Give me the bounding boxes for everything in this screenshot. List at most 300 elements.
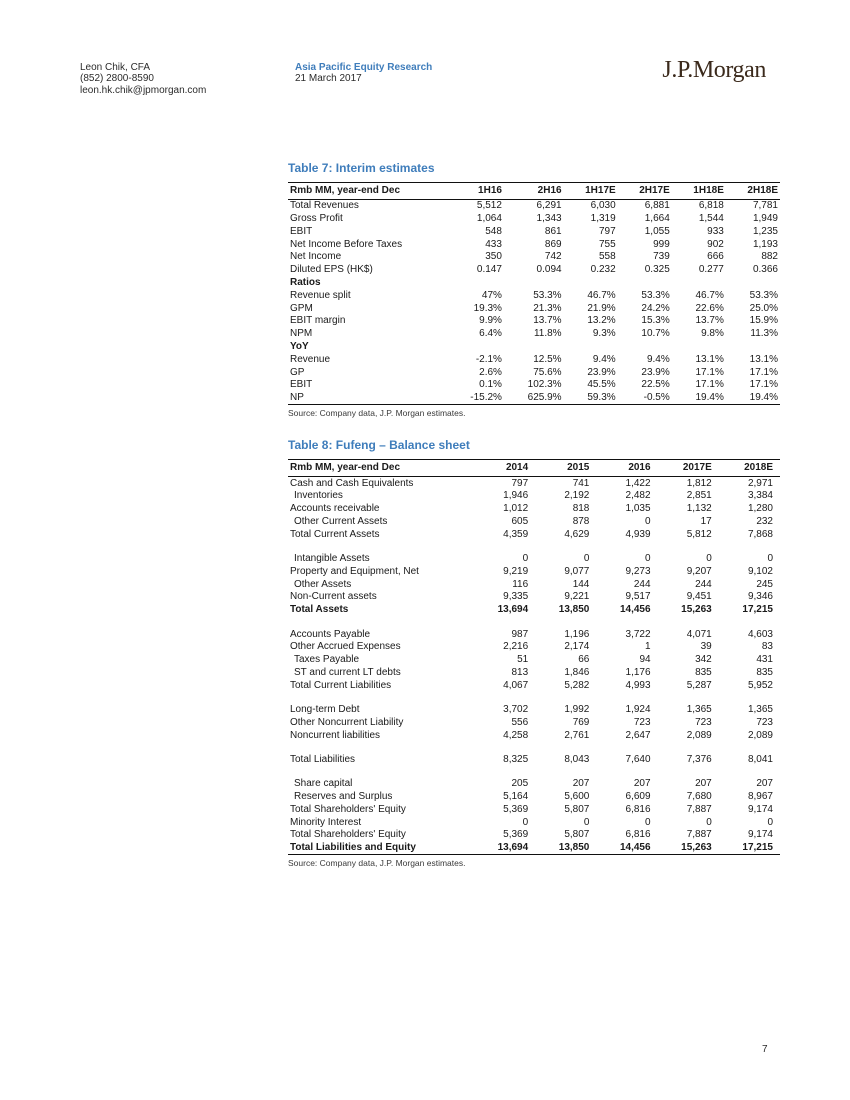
cell-value: 1,132 [686, 503, 712, 515]
cell-value: 6.4% [479, 328, 502, 340]
cell-value: 59.3% [587, 392, 616, 404]
cell-value: 4,939 [625, 528, 651, 540]
spacer-cell [288, 541, 780, 553]
cell-value: 797 [511, 477, 529, 489]
cell-value: 1,064 [476, 213, 502, 225]
row-label: Noncurrent liabilities [290, 729, 381, 741]
cell-value: 2,761 [564, 729, 590, 741]
cell-value: 6,816 [625, 829, 651, 841]
cell-value: 1,946 [503, 490, 529, 502]
cell-value: 605 [511, 515, 529, 527]
cell-value: 9.3% [592, 328, 616, 340]
cell-value: 0 [645, 816, 651, 828]
cell-value: 2,647 [625, 729, 651, 741]
column-header: Rmb MM, year-end Dec [288, 460, 474, 477]
row-label: GPM [290, 302, 313, 314]
cell-value: 14,456 [619, 604, 651, 616]
cell-value: 9,517 [625, 591, 651, 603]
cell-value [448, 340, 504, 353]
cell-value: 24.2% [641, 302, 670, 314]
spacer-cell [288, 692, 780, 704]
cell-value: 47% [481, 289, 502, 301]
cell-value: 1,365 [747, 704, 773, 715]
row-label: Other Accrued Expenses [290, 641, 401, 653]
cell-value: 882 [761, 251, 778, 263]
cell-value: 0 [645, 515, 651, 527]
cell-value: 25.0% [749, 302, 778, 314]
row-label: NP [290, 392, 304, 404]
cell-value: 878 [572, 515, 590, 527]
cell-value: 13,850 [558, 842, 590, 854]
cell-value: 0 [706, 816, 712, 828]
table-row [288, 502, 780, 515]
row-label: ST and current LT debts [294, 666, 401, 678]
cell-value: 2.6% [479, 366, 502, 378]
column-header: 2018E [719, 460, 780, 477]
table-row [288, 289, 780, 302]
table-row [288, 225, 780, 238]
balance-sheet-section [288, 438, 780, 868]
cell-value [504, 276, 564, 289]
cell-value: 5,287 [686, 679, 712, 691]
table-row [288, 379, 780, 392]
cell-value: 39 [700, 641, 712, 653]
cell-value: 433 [485, 238, 502, 250]
page-header [80, 57, 770, 111]
cell-value: 17.1% [749, 366, 778, 378]
cell-value: 741 [572, 477, 590, 489]
cell-value: 11.3% [750, 328, 778, 340]
table-row [288, 790, 780, 803]
analyst-phone: (852) 2800-8590 [80, 73, 154, 85]
cell-value: 548 [485, 225, 502, 237]
cell-value: 12.5% [533, 353, 562, 365]
header-row [288, 183, 780, 200]
division-block [295, 62, 432, 85]
cell-value: 94 [639, 654, 651, 666]
table-row [288, 716, 780, 729]
cell-value: 14,456 [619, 842, 651, 854]
cell-value: 869 [544, 238, 562, 250]
cell-value: 8,041 [747, 753, 773, 765]
row-label: Inventories [294, 490, 343, 502]
table-row [288, 212, 780, 225]
cell-value: 1,365 [686, 704, 712, 715]
cell-value: 11.8% [533, 328, 562, 340]
row-label: Total Shareholders' Equity [290, 803, 406, 815]
table-row [288, 803, 780, 816]
cell-value: 9.4% [592, 353, 616, 365]
cell-value: 835 [756, 666, 773, 678]
cell-value: 9,273 [625, 565, 651, 577]
column-header: 1H16 [448, 183, 504, 200]
cell-value: 3,702 [503, 704, 529, 715]
cell-value: 987 [511, 628, 529, 640]
row-label: GP [290, 366, 305, 378]
row-label: YoY [290, 341, 309, 353]
row-label: Reserves and Surplus [294, 790, 393, 802]
row-label: Total Current Assets [290, 528, 380, 540]
cell-value [672, 340, 726, 353]
table-row [288, 578, 780, 591]
cell-value: 861 [544, 225, 562, 237]
table-row [288, 238, 780, 251]
cell-value: 9,077 [564, 565, 590, 577]
cell-value [672, 276, 726, 289]
cell-value: 45.5% [587, 379, 616, 391]
spacer-row [288, 541, 780, 553]
column-header: 2017E [658, 460, 719, 477]
row-label: Other Noncurrent Liability [290, 716, 404, 728]
cell-value: 4,603 [747, 628, 773, 640]
table8-title: Table 8: Fufeng – Balance sheet [288, 438, 470, 453]
division-title: Asia Pacific Equity Research [295, 62, 433, 73]
row-label: EBIT [290, 225, 313, 237]
row-label: Accounts receivable [290, 503, 380, 515]
cell-value: 0 [706, 553, 712, 565]
cell-value: 13.7% [695, 315, 724, 327]
cell-value: 0.232 [590, 264, 616, 276]
cell-value: 13,850 [558, 604, 590, 616]
cell-value [618, 276, 672, 289]
table-row [288, 528, 780, 541]
cell-value: 244 [695, 578, 712, 590]
cell-value: 7,887 [686, 803, 712, 815]
table-row [288, 263, 780, 276]
table-row [288, 679, 780, 692]
cell-value: 556 [511, 716, 529, 728]
cell-value: 2,089 [747, 729, 773, 741]
table-row [288, 816, 780, 829]
cell-value: 207 [572, 778, 590, 790]
cell-value: 116 [512, 578, 529, 590]
analyst-name: Leon Chik, CFA [80, 62, 151, 73]
table-row [288, 315, 780, 328]
cell-value: 22.5% [641, 379, 670, 391]
row-label: EBIT [290, 379, 313, 391]
cell-value: 51 [517, 654, 529, 666]
cell-value: 13.7% [533, 315, 562, 327]
cell-value: 1,055 [644, 225, 670, 237]
cell-value: 15.3% [641, 315, 670, 327]
cell-value: 19.3% [473, 302, 502, 314]
cell-value: 144 [572, 578, 590, 590]
column-header: 2014 [474, 460, 535, 477]
table-row [288, 703, 780, 716]
cell-value: 13.2% [587, 315, 616, 327]
table-row [288, 653, 780, 666]
cell-value [618, 340, 672, 353]
cell-value: -0.5% [643, 392, 670, 404]
table-row [288, 490, 780, 503]
row-label: Diluted EPS (HK$) [290, 264, 373, 276]
cell-value: 207 [695, 778, 712, 790]
cell-value: 0.147 [476, 264, 502, 276]
cell-value: 9.9% [479, 315, 502, 327]
cell-value: 769 [572, 716, 590, 728]
column-header: 2016 [596, 460, 657, 477]
row-label: Ratios [290, 277, 321, 289]
cell-value: 23.9% [587, 366, 616, 378]
cell-value: 245 [756, 578, 773, 590]
cell-value: 46.7% [587, 289, 616, 301]
cell-value: 66 [578, 654, 590, 666]
cell-value: 0.1% [479, 379, 502, 391]
column-header: 2H18E [726, 183, 780, 200]
cell-value: 933 [707, 225, 724, 237]
table8-source: Source: Company data, J.P. Morgan estimates. [288, 858, 466, 869]
cell-value: 6,816 [625, 803, 651, 815]
cell-value: 102.3% [527, 379, 562, 391]
table-row [288, 753, 780, 766]
row-label: Total Liabilities [290, 753, 356, 765]
cell-value: 835 [695, 666, 712, 678]
cell-value: 6,030 [590, 200, 616, 212]
cell-value: 8,325 [503, 753, 529, 765]
cell-value: 0.325 [644, 264, 670, 276]
cell-value: 1,193 [752, 238, 778, 250]
cell-value: 431 [756, 654, 773, 666]
row-label: Property and Equipment, Net [290, 565, 419, 577]
spacer-row [288, 616, 780, 628]
cell-value: 53.3% [533, 289, 562, 301]
cell-value: 2,482 [625, 490, 651, 502]
cell-value: 0.094 [536, 264, 562, 276]
row-label: Other Assets [294, 578, 352, 590]
row-label: Long-term Debt [290, 704, 360, 715]
cell-value: 9,102 [747, 565, 773, 577]
table-row [288, 391, 780, 404]
table-row [288, 641, 780, 654]
table-row [288, 603, 780, 616]
cell-value: 15,263 [681, 604, 712, 616]
cell-value: 1,235 [752, 225, 778, 237]
cell-value: 2,216 [503, 641, 529, 653]
page-number: 7 [762, 1044, 768, 1055]
cell-value: 9,221 [564, 591, 590, 603]
cell-value: 1,012 [503, 503, 529, 515]
table-row [288, 666, 780, 679]
cell-value: 1,812 [686, 477, 712, 489]
cell-value: 9,335 [503, 591, 529, 603]
cell-value: 232 [756, 515, 773, 527]
table7-source: Source: Company data, J.P. Morgan estimates. [288, 408, 466, 419]
cell-value: 83 [761, 641, 773, 653]
cell-value: 3,384 [747, 490, 773, 502]
cell-value: 207 [756, 778, 773, 790]
cell-value: 7,868 [747, 528, 773, 540]
cell-value: 7,680 [686, 790, 712, 802]
row-label: Total Revenues [290, 200, 359, 212]
table-row [288, 841, 780, 854]
table-row [288, 829, 780, 842]
cell-value: 2,089 [686, 729, 712, 741]
cell-value: 350 [485, 251, 502, 263]
cell-value: 1,176 [625, 666, 651, 678]
cell-value [504, 340, 564, 353]
cell-value: 53.3% [641, 289, 670, 301]
cell-value: 3,722 [625, 628, 651, 640]
table-row [288, 353, 780, 366]
column-header: 2015 [535, 460, 596, 477]
cell-value: 0 [583, 816, 590, 828]
report-date: 21 March 2017 [295, 73, 362, 85]
cell-value: 1,280 [747, 503, 773, 515]
cell-value [564, 340, 618, 353]
cell-value: 818 [572, 503, 590, 515]
cell-value: 13.1% [695, 353, 724, 365]
cell-value [448, 276, 504, 289]
cell-value: 0 [767, 553, 773, 565]
row-label: Revenue split [290, 289, 351, 301]
table-row [288, 729, 780, 742]
cell-value: 6,609 [625, 790, 651, 802]
cell-value: 1,196 [564, 628, 590, 640]
cell-value: 22.6% [695, 302, 724, 314]
cell-value: 1,846 [564, 666, 590, 678]
table-row [288, 565, 780, 578]
cell-value: 5,807 [564, 803, 590, 815]
cell-value: 17,215 [742, 604, 773, 616]
cell-value: 0 [645, 553, 651, 565]
row-label: Share capital [294, 778, 353, 790]
cell-value: 15.9% [749, 315, 778, 327]
cell-value: 5,512 [476, 200, 502, 212]
cell-value: 1,949 [752, 213, 778, 225]
cell-value: 1,422 [625, 477, 651, 489]
row-label: Total Shareholders' Equity [290, 829, 406, 841]
cell-value: 205 [511, 778, 529, 790]
cell-value: 1 [645, 641, 651, 653]
cell-value: 0 [522, 816, 529, 828]
cell-value: 4,067 [503, 679, 529, 691]
cell-value: 902 [707, 238, 724, 250]
cell-value: 21.9% [587, 302, 616, 314]
cell-value: -2.1% [475, 353, 502, 365]
cell-value: 813 [511, 666, 529, 678]
cell-value: 739 [653, 251, 670, 263]
cell-value: 1,664 [644, 213, 670, 225]
cell-value: 8,967 [747, 790, 773, 802]
table-row [288, 628, 780, 641]
table-row [288, 476, 780, 489]
cell-value: 75.6% [533, 366, 562, 378]
cell-value: 6,818 [698, 200, 724, 212]
cell-value: 2,851 [686, 490, 712, 502]
table-row [288, 276, 780, 289]
cell-value: 207 [633, 778, 651, 790]
jpmorgan-logo: J.P.Morgan [662, 57, 766, 83]
cell-value: 755 [598, 238, 616, 250]
cell-value: 19.4% [749, 392, 778, 404]
cell-value: 342 [695, 654, 712, 666]
cell-value: 46.7% [695, 289, 724, 301]
cell-value: 13,694 [497, 604, 529, 616]
table-row [288, 251, 780, 264]
row-label: Minority Interest [290, 816, 362, 828]
report-content [288, 161, 780, 888]
column-header: Rmb MM, year-end Dec [288, 183, 448, 200]
cell-value: 7,640 [625, 753, 651, 765]
cell-value: 1,992 [564, 704, 590, 715]
row-label: Gross Profit [290, 213, 343, 225]
spacer-cell [288, 766, 780, 778]
cell-value: 0 [522, 553, 529, 565]
header-row [288, 460, 780, 477]
table-row [288, 302, 780, 315]
cell-value [726, 340, 780, 353]
table-row [288, 366, 780, 379]
row-label: EBIT margin [290, 315, 346, 327]
cell-value: 23.9% [641, 366, 670, 378]
cell-value: 723 [695, 716, 712, 728]
table-row [288, 777, 780, 790]
cell-value: 19.4% [695, 392, 724, 404]
cell-value: 0.366 [752, 264, 778, 276]
cell-value: 13.1% [749, 353, 778, 365]
cell-value: 558 [598, 251, 616, 263]
cell-value: 10.7% [641, 328, 670, 340]
row-label: Total Liabilities and Equity [290, 842, 416, 854]
column-header: 1H18E [672, 183, 726, 200]
cell-value: 2,971 [747, 477, 773, 489]
cell-value: 1,343 [536, 213, 562, 225]
cell-value: 9.4% [646, 353, 670, 365]
interim-estimates-table [288, 182, 780, 405]
table-row [288, 515, 780, 528]
row-label: Accounts Payable [290, 628, 371, 640]
cell-value: 0.277 [698, 264, 724, 276]
row-label: Non-Current assets [290, 591, 377, 603]
cell-value: 17,215 [742, 842, 773, 854]
cell-value: 9,174 [747, 829, 773, 841]
cell-value: 0 [583, 553, 590, 565]
cell-value: 5,812 [686, 528, 712, 540]
cell-value: 4,258 [503, 729, 529, 741]
row-label: NPM [290, 328, 313, 340]
row-label: Other Current Assets [294, 515, 388, 527]
cell-value: 17 [700, 515, 712, 527]
cell-value: 21.3% [533, 302, 562, 314]
column-header: 2H16 [504, 183, 564, 200]
cell-value: 625.9% [527, 392, 562, 404]
cell-value: 9,451 [686, 591, 712, 603]
spacer-row [288, 692, 780, 704]
cell-value: 1,035 [625, 503, 651, 515]
cell-value: 6,291 [536, 200, 562, 212]
cell-value [726, 276, 780, 289]
cell-value: 7,781 [752, 200, 778, 212]
analyst-email[interactable]: leon.hk.chik@jpmorgan.com [80, 84, 207, 96]
row-label: Cash and Cash Equivalents [290, 477, 414, 489]
column-header: 2H17E [618, 183, 672, 200]
cell-value: 9,207 [686, 565, 712, 577]
cell-value: 17.1% [749, 379, 778, 391]
cell-value: 742 [544, 251, 562, 263]
cell-value: 1,319 [590, 213, 616, 225]
cell-value: 7,376 [686, 753, 712, 765]
row-label: Intangible Assets [294, 553, 370, 565]
cell-value: 9,346 [747, 591, 773, 603]
cell-value: 1,924 [625, 704, 651, 715]
cell-value: 1,544 [698, 213, 724, 225]
table-row [288, 552, 780, 565]
cell-value: 17.1% [695, 379, 724, 391]
cell-value: 9,219 [503, 565, 529, 577]
table-row [288, 591, 780, 604]
table-row [288, 340, 780, 353]
cell-value: 4,629 [564, 528, 590, 540]
